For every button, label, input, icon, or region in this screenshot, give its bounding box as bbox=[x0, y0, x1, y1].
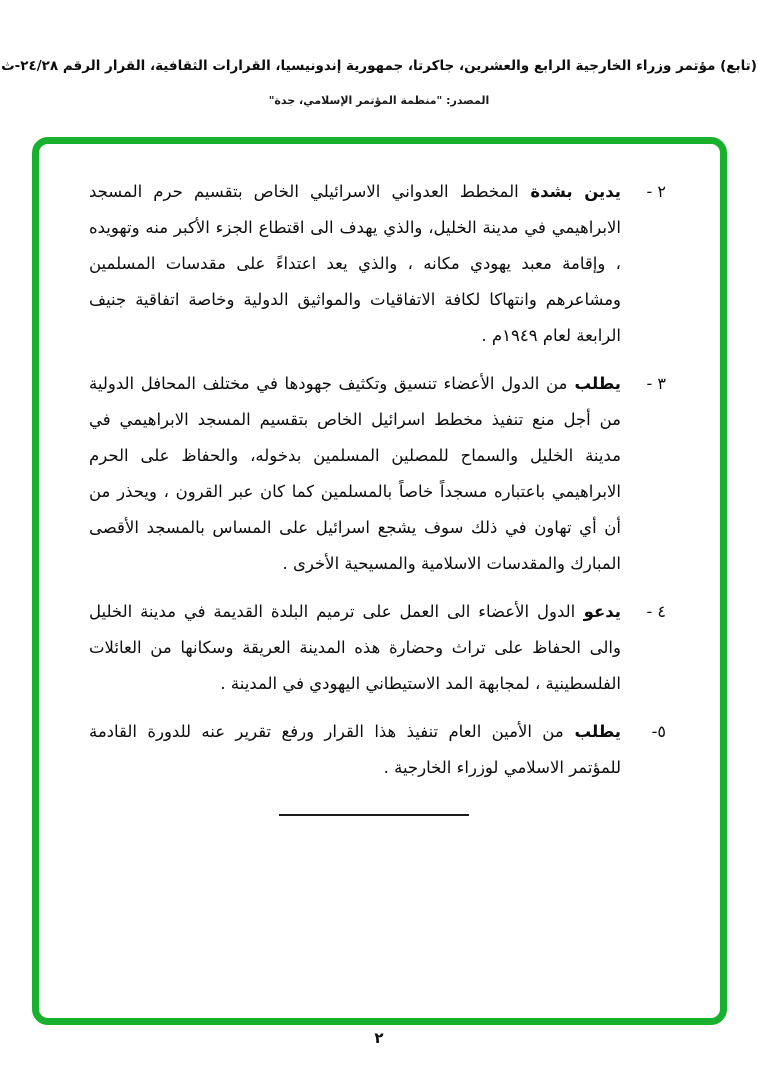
item-number: ٣ - bbox=[646, 374, 666, 393]
resolution-item bbox=[89, 366, 666, 582]
item-text bbox=[89, 174, 621, 354]
item-body-text: من الأمين العام تنفيذ هذا القرار ورفع تقرير عنه للدورة القادمة للمؤتمر الاسلامي لوزراء الخارجية . bbox=[89, 722, 621, 777]
item-number: ٤ - bbox=[646, 602, 666, 621]
resolution-item bbox=[89, 174, 666, 354]
item-number: ٥- bbox=[651, 722, 666, 741]
header-title: (تابع) مؤتمر وزراء الخارجية الرابع والعشرين، جاكرتا، جمهورية إندونيسيا، القرارات الثقافية، القرار الرقم ٢٤/٢٨-ث bbox=[1, 58, 757, 74]
resolution-item bbox=[89, 714, 666, 786]
item-lead-word: يطلب bbox=[567, 374, 621, 393]
item-body-text: المخطط العدواني الاسرائيلي الخاص بتقسيم حرم المسجد الابراهيمي في مدينة الخليل، والذي يهدف الى اقتطاع الجزء الأكبر منه وتهويده ، وإقامة معبد يهودي مكانه ، والذي يعد اعتداءً على مقدسات المسلمين ومشاعرهم وانتهاكا لكافة الاتفاقيات والمواثيق الدولية وخاصة اتفاقية جنيف الرابعة لعام ١٩٤٩م . bbox=[89, 182, 621, 345]
page-number: ٢ bbox=[374, 1029, 384, 1047]
item-text bbox=[89, 714, 621, 786]
item-lead-word: يدين بشدة bbox=[518, 182, 621, 201]
header-source: المصدر: "منظمة المؤتمر الإسلامي، جدة" bbox=[268, 94, 490, 107]
item-text bbox=[89, 594, 621, 702]
item-number: ٢ - bbox=[646, 182, 666, 201]
item-lead-word: يدعو bbox=[575, 602, 621, 621]
item-lead-word: يطلب bbox=[563, 722, 621, 741]
item-text bbox=[89, 366, 621, 582]
content-frame bbox=[32, 137, 727, 1025]
item-body-text: الدول الأعضاء الى العمل على ترميم البلدة القديمة في مدينة الخليل والى الحفاظ على تراث وحضارة هذه المدينة العريقة وسكانها من العائلات الفلسطينية ، لمجابهة المد الاستيطاني اليهودي في المدينة . bbox=[89, 602, 621, 693]
resolution-item bbox=[89, 594, 666, 702]
resolution-items-list bbox=[89, 174, 666, 786]
section-divider bbox=[279, 814, 469, 816]
item-body-text: من الدول الأعضاء تنسيق وتكثيف جهودها في مختلف المحافل الدولية من أجل منع تنفيذ مخطط اسرائيل الخاص بتقسيم المسجد الابراهيمي في مدينة الخليل والسماح للمصلين المسلمين بدخوله، والحفاظ على الحرم الابراهيمي باعتباره مسجداً خاصاً بالمسلمين كما كان عبر القرون ، ويحذر من أن أي تهاون في ذلك سوف يشجع اسرائيل على المساس بالمسجد الأقصى المبارك والمقدسات الاسلامية والمسيحية الأخرى . bbox=[89, 374, 621, 573]
